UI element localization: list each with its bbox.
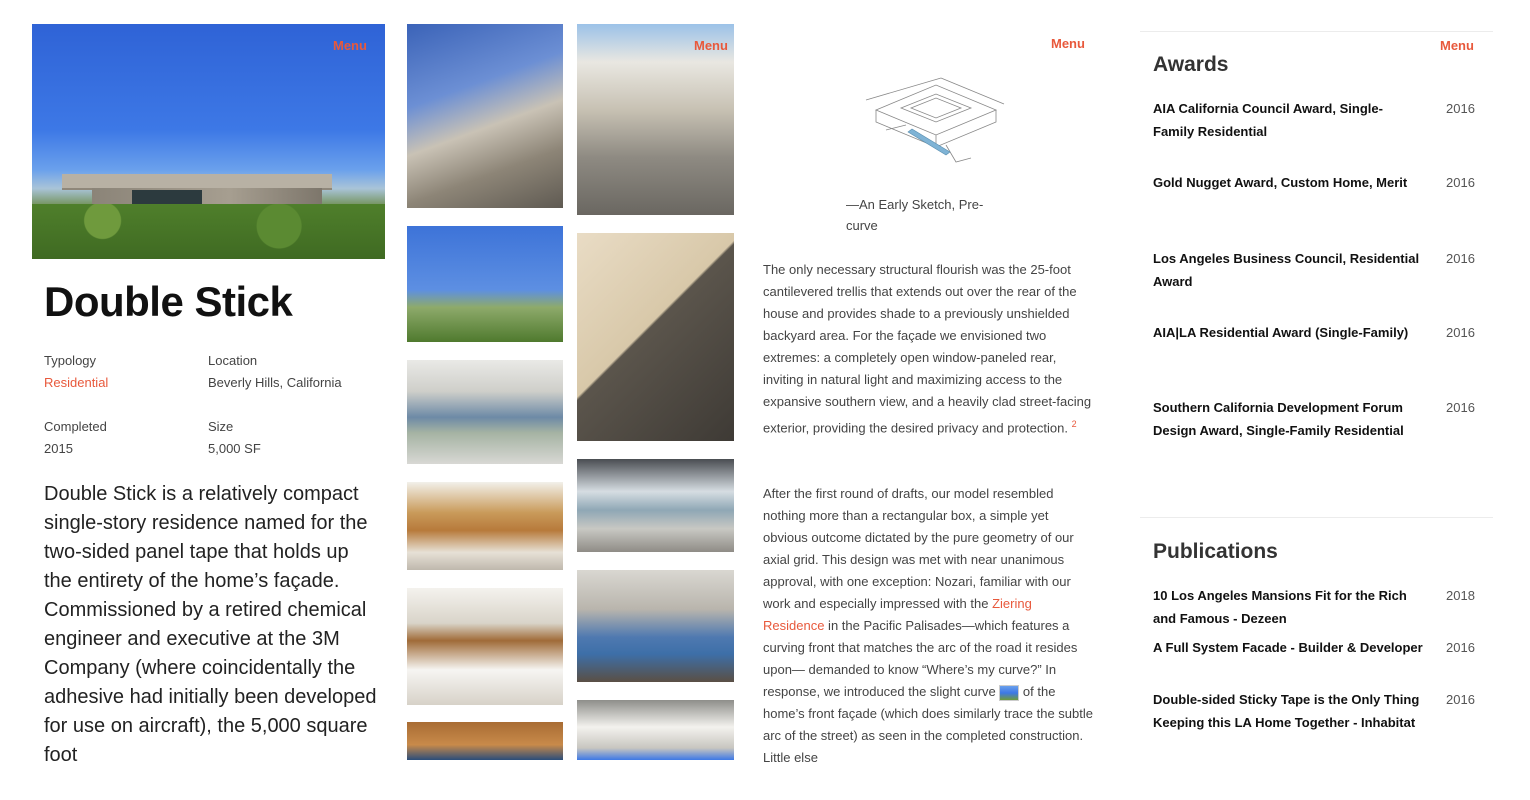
awards-heading: Awards: [1153, 53, 1229, 76]
gallery-thumb-5[interactable]: [407, 588, 563, 705]
award-name: Southern California Development Forum Design Award, Single-Family Residential: [1153, 400, 1404, 438]
award-year: 2016: [1446, 400, 1475, 415]
spec-value: 5,000 SF: [208, 441, 261, 456]
spec-label: Typology: [44, 353, 97, 368]
hero-image[interactable]: [32, 24, 385, 259]
gallery-thumb-3[interactable]: [407, 360, 563, 464]
divider: [1140, 517, 1493, 518]
menu-button-3[interactable]: Menu: [1051, 36, 1085, 51]
gallery-thumb-2[interactable]: [407, 226, 563, 342]
hero-roof: [62, 174, 332, 188]
paragraph-text: After the first round of drafts, our model resembled nothing more than a rectangular box, a simple yet obvious outcome dictated by the pure geometry of our axial grid. This design was met with near unanimous approval, with one exception: Nozari, familiar with our work and especially impressed with the: [763, 486, 1074, 611]
typology-link[interactable]: Residential: [44, 375, 109, 390]
spec-typology: [44, 350, 108, 394]
gallery-thumb-9[interactable]: [577, 459, 734, 552]
publication-year: 2018: [1446, 588, 1475, 603]
spec-value: 2015: [44, 441, 73, 456]
publications-heading: Publications: [1153, 540, 1278, 563]
menu-button-1[interactable]: Menu: [333, 38, 367, 53]
award-year: 2016: [1446, 251, 1475, 266]
gallery-thumb-4[interactable]: [407, 482, 563, 570]
spec-label: Completed: [44, 419, 107, 434]
spec-size: [208, 416, 261, 460]
paragraph-text: The only necessary structural flourish was the 25-foot cantilevered trellis that extends out over the rear of the house and provides shade to a previously unshielded backyard area. For the façade we envisioned two extremes: a completely open window-paneled rear, inviting in natural light and maximizing access to the expansive southern view, and a heavily clad street-facing exterior, providing the desired privacy and protection.: [763, 262, 1092, 436]
award-name: Los Angeles Business Council, Residential Award: [1153, 251, 1420, 289]
menu-button-2[interactable]: Menu: [694, 38, 728, 53]
publication-name[interactable]: A Full System Facade - Builder & Developer: [1153, 640, 1423, 655]
spec-label: Size: [208, 419, 234, 434]
publication-year: 2016: [1446, 692, 1475, 707]
ziering-residence-link[interactable]: Ziering Residence: [763, 596, 1032, 633]
footnote-link[interactable]: 2: [1071, 419, 1077, 429]
award-year: 2016: [1446, 175, 1475, 190]
hero-landscape: [32, 204, 385, 259]
award-name: Gold Nugget Award, Custom Home, Merit: [1153, 175, 1408, 190]
award-year: 2016: [1446, 325, 1475, 340]
gallery-thumb-6[interactable]: [407, 722, 563, 760]
gallery-thumb-11[interactable]: [577, 700, 734, 760]
project-intro-panel: [32, 24, 385, 800]
paragraph-text: in the Pacific Palisades—which features a curving front that matches the arc of the road it resides upon— demanded to know “Where’s my curve?” In response, we introduced the slight curve: [763, 618, 1078, 699]
spec-location: [208, 350, 342, 394]
award-name: AIA California Council Award, Single-Family Residential: [1153, 101, 1383, 139]
curve-thumbnail[interactable]: [999, 685, 1019, 701]
award-year: 2016: [1446, 101, 1475, 116]
award-name: AIA|LA Residential Award (Single-Family): [1153, 325, 1409, 340]
gallery-thumb-1[interactable]: [407, 24, 563, 208]
gallery-thumb-8[interactable]: [577, 233, 734, 441]
spec-completed: [44, 416, 107, 460]
project-title: Double Stick: [44, 278, 293, 325]
spec-label: Location: [208, 353, 258, 368]
menu-button-4[interactable]: Menu: [1440, 38, 1474, 53]
publication-year: 2016: [1446, 640, 1475, 655]
early-sketch-image[interactable]: [846, 70, 1006, 180]
narrative-paragraph-1: [763, 259, 1093, 439]
divider: [1140, 31, 1493, 32]
sketch-caption: —An Early Sketch, Pre-curve: [846, 197, 984, 233]
gallery-thumb-10[interactable]: [577, 570, 734, 682]
paragraph-text: of the home’s front façade (which does similarly trace the subtle arc of the street) as seen in the completed construction. Little else: [763, 684, 1093, 765]
spec-value: Beverly Hills, California: [208, 375, 342, 390]
publication-name[interactable]: 10 Los Angeles Mansions Fit for the Rich and Famous - Dezeen: [1153, 588, 1407, 626]
intro-paragraph: Double Stick is a relatively compact single-story residence named for the two-sided panel tape that holds up the entirety of the home’s façade. Commissioned by a retired chemical engineer and executive at the 3M Company (where coincidentally the adhesive had initially been developed for use on aircraft), the 5,000 square foot: [44, 483, 377, 766]
publication-name[interactable]: Double-sided Sticky Tape is the Only Thing Keeping this LA Home Together - Inhabitat: [1153, 692, 1420, 730]
narrative-paragraph-2: [763, 483, 1093, 769]
